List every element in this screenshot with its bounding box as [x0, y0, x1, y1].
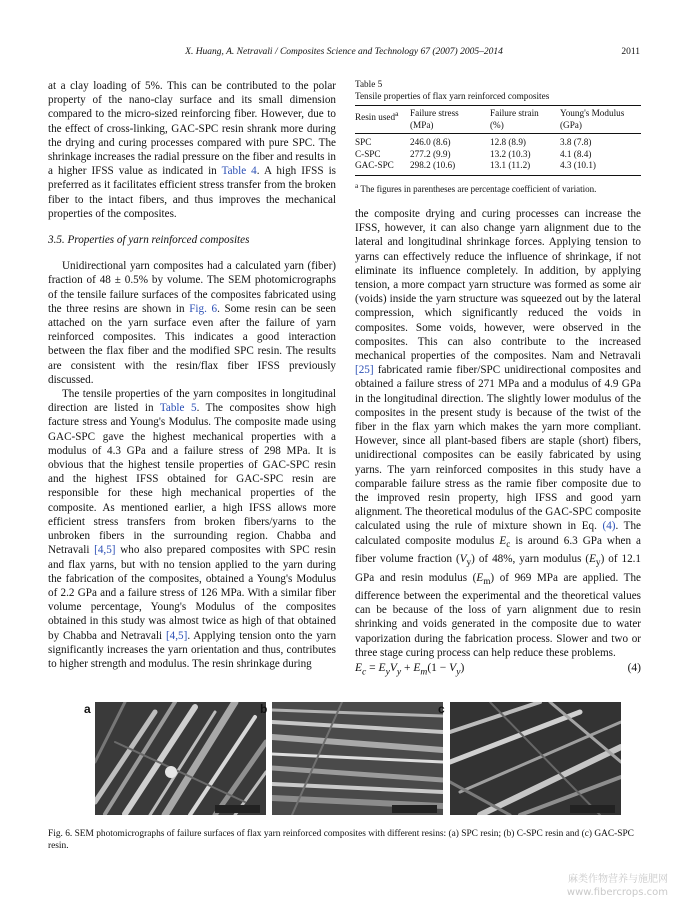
table-caption: Tensile properties of flax yarn reinforced composites — [355, 90, 550, 101]
equation-formula: $E_c = E_yV_y + E_m(1 - V_y)$ — [355, 662, 465, 678]
right-column — [355, 207, 641, 660]
data-table — [355, 105, 641, 176]
ref-25-link[interactable]: [25] — [355, 364, 374, 377]
table-number: Table 5 — [355, 79, 383, 89]
section-heading: 3.5. Properties of yarn reinforced composites — [48, 234, 250, 247]
watermark: 麻类作物营养与施肥网 www.fibercrops.com — [566, 874, 668, 898]
table-header-row — [355, 106, 641, 134]
figure-6-caption: Fig. 6. SEM photomicrographs of failure surfaces of flax yarn reinforced composites with different resins: (a) SPC resin; (b) C-SPC resin and (c) GAC-SPC resin. — [48, 829, 634, 851]
panel-label-c: c — [438, 702, 445, 716]
sem-image-c — [450, 702, 621, 815]
table-row: SPC 246.0 (8.6) 12.8 (8.9) 3.8 (7.8) — [355, 137, 592, 147]
running-title: X. Huang, A. Netravali / Composites Science and Technology 67 (2007) 2005–2014 — [185, 47, 503, 57]
paragraph: Unidirectional yarn composites had a calculated yarn (fiber) fraction of 48 ± 0.5% by volume. The SEM photomicrographs of the tensile failure surfaces of the composites fabricated using the three resins are shown in Fig. 6. Some resin can be seen attached on the yarn surface even after the failure of yarn reinforced composites. This indicates a good interaction between the flax fiber and the modified SPC resin. The results are consistent with the resin/flax fiber IFSS previously discussed. — [48, 260, 336, 386]
column-header: Resin used$^a$ — [355, 106, 410, 134]
ref-4-5-link[interactable]: [4,5] — [165, 629, 188, 642]
column-header: Failure stress (MPa) — [410, 106, 490, 134]
table-row: GAC-SPC 298.2 (10.6) 13.1 (11.2) 4.3 (10.1) — [355, 160, 641, 175]
column-header: Failure strain (%) — [490, 106, 560, 134]
table-5 — [355, 79, 641, 195]
table-row: C-SPC 277.2 (9.9) 13.2 (10.3) 4.1 (8.4) — [355, 148, 592, 159]
equation-4 — [355, 662, 641, 678]
paragraph: at a clay loading of 5%. This can be contributed to the polar property of the nano-clay surface and its small dimension compared to the micro-sized reinforcing fiber. However, due to the effect of cross-linking, GAC-SPC resin shrank more during the drying and curing processes compared with pure SPC. The shrinkage increases the radial pressure on the fiber and results in a higher IFSS value as indicated in Table 4. A high IFSS is preferred as it facilitates efficient stress transfer from the broken fiber to the intact fibers, and thus improves the mechanical properties of the composites. — [48, 80, 336, 220]
fig-6-link[interactable]: Fig. 6 — [189, 302, 218, 315]
table-footnote: $^a$ The figures in parentheses are percentage coefficient of variation. — [355, 180, 597, 194]
paragraph: The tensile properties of the yarn composites in longitudinal direction are listed in Table 5. The composites show high facture stress and Young's Modulus. The composite made using GAC-SPC gave the highest mechanical properties with a modulus of 4.3 GPa and a failure stress of 298 MPa. It is obvious that the highest tensile properties of GAC-SPC resin and the highest IFSS obtained for GAC-SPC resin are responsible for these high mechanical properties of the composite. As mentioned earlier, a high IFSS allows more efficient stress transfers from broken fibers/yarns to the unbroken fibers in the surrounding region. Chabba and Netravali [4,5] who also prepared composites with SPC resin and flax yarns, but with no tension applied to the yarn during the fabrication of the composites, obtained a Young's Modulus of 2.2 GPa and a failure stress of 126 MPa. With a similar fiber volume percentage, Young's Modulus of the composites obtained in this study was almost twice as high of that obtained by Chabba and Netravali [4,5]. Applying tension onto the yarn significantly increases the yarn orientation and thus, contributes to higher strength and modulus. The resin shrinkage during — [48, 388, 337, 670]
column-header: Young's Modulus (GPa) — [560, 106, 641, 134]
panel-label-a: a — [84, 702, 91, 716]
sem-image-a — [95, 702, 266, 815]
left-column — [48, 79, 336, 671]
eq-4-link[interactable]: (4) — [602, 520, 616, 533]
page-number: 2011 — [621, 47, 640, 57]
table-5-link[interactable]: Table 5 — [159, 402, 197, 415]
running-header — [48, 47, 640, 61]
panel-label-b: b — [260, 702, 268, 716]
table-4-link[interactable]: Table 4 — [221, 165, 257, 178]
paragraph: the composite drying and curing processes can increase the IFSS, however, it can also change yarn alignment due to the lateral and longitudinal shrinkage forces. Applying tension to yarns can effectively reduce the influence of shrinkage, if not eliminate its influence completely. In addition, by applying tension, a more compact yarn structure was formed as some air (voids) inside the yarn structure was squeezed out by the lateral compression, which significantly reduced the voids in composites. Some voids, however, were observed in the composites. This can also contribute to the increased mechanical properties of the composites. Nam and Netravali [25] fabricated ramie fiber/SPC unidirectional composites and obtained a failure stress of 271 MPa and a modulus of 4.9 GPa in the longitudinal direction. The slightly lower modulus of the composites in the present study is because of the twist of the fiber in the flax yarn which makes the yarn more compliant. However, since all plant-based fibers are staple (short) fibers, unidirectional composites can be easily fabricated by using yarns. The yarn reinforced composites in this study have a comparable failure stress as the ramie fiber composite due to the improved resin property, high IFSS and good yarn alignment. The theoretical modulus of the GAC-SPC composite calculated using the rule of mixture shown in Eq. (4). The calculated composite modulus $E_c$ is around 6.3 GPa when a fiber volume fraction $(V_y)$ of 48%, yarn modulus $(E_y)$ of 12.1 GPa and resin modulus $(E_m)$ of 969 MPa are applied. The difference between the experimental and the theoretical values can be because of the loss of yarn alignment due to resin shrinking and voids generated in the composite due to water vaporization during the fabrication process. Slower and two or three stage curing process can help reduce these problems. — [355, 208, 641, 659]
sem-image-b — [272, 702, 443, 815]
equation-number: (4) — [627, 662, 641, 674]
ref-4-5-link[interactable]: [4,5] — [94, 544, 116, 557]
